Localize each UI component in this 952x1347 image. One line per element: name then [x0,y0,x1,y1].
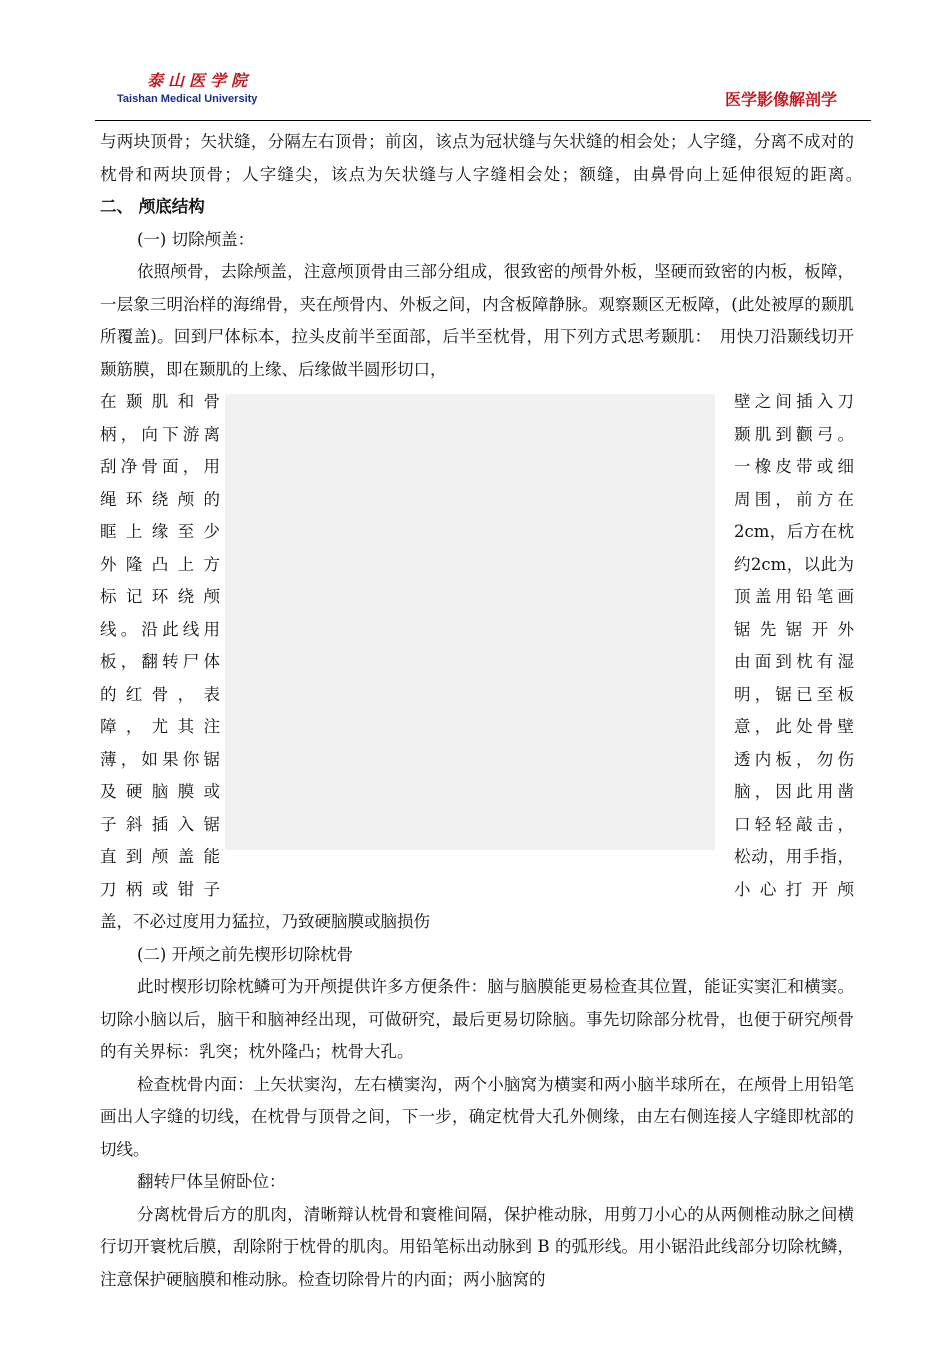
wrap-line-left: 外隆凸上方 [100,554,220,574]
wrap-line-right: 颞肌到颧弓。 [734,424,854,444]
university-logo [112,58,312,110]
wrap-line-right: 周围，前方在 [734,489,854,509]
wrap-line-left: 标记环绕颅 [100,587,220,606]
paragraph-calvaria-end: 盖，不必过度用力猛拉，乃致硬脑膜或脑损伤 [100,912,430,931]
wrap-line-right: 透内板，勿伤 [734,749,854,769]
wrap-line-left: 线。沿此线用 [100,619,220,639]
logo-chinese-name: 泰山医学院 [147,71,253,90]
wrap-line-left: 直到颅盖能 [100,847,220,866]
wrap-line-right: 2cm，后方在枕 [734,522,854,541]
wrap-text-left [100,386,220,906]
figure-placeholder [225,394,715,850]
paragraph-occipital-inner: 检查枕骨内面：上矢状窦沟，左右横窦沟，两个小脑窝为横窦和两小脑半球所在，在颅骨上用铅笔画出人字缝的切线，在枕骨与顶骨之间，下一步，确定枕骨大孔外侧缘，由左右侧连接人字缝即枕部的切线。 [100,1074,854,1159]
paragraph-sutures-text: 与两块顶骨；矢状缝，分隔左右顶骨；前囟，该点为冠状缝与矢状缝的相会处；人字缝，分离不成对的枕骨和两块顶骨；人字缝尖，该点为矢状缝与人字缝相会处；额缝，由鼻骨向上延伸很短的距离。 [100,132,854,184]
wrap-line-right: 顶盖用铅笔画 [734,587,854,606]
section-heading-skull-base: 二、 颅底结构 [100,197,205,216]
wrap-line-right: 壁之间插入刀 [734,392,854,411]
wrap-line-right: 由面到枕有湿 [734,652,854,671]
wrap-line-left: 眶上缘至少 [100,522,220,541]
figure-wrap-region [100,386,854,906]
course-title: 医学影像解剖学 [724,90,837,109]
subheading-occipital-wedge: (二) 开颅之前先楔形切除枕骨 [137,944,354,964]
wrap-line-left: 柄，向下游离 [100,424,220,444]
paragraph-sutures [100,126,854,224]
wrap-line-right: 松动，用手指， [734,847,854,866]
paragraph-occipital-benefits: 此时楔形切除枕鳞可为开颅提供许多方便条件：脑与脑膜能更易检查其位置，能证实窦汇和横窦。切除小脑以后，脑干和脑神经出现，可做研究，最后更易切除脑。事先切除部分枕骨，也便于研究颅骨的有关界标：乳突；枕外隆凸；枕骨大孔。 [100,977,854,1061]
wrap-line-right: 约2cm，以此为 [734,554,854,574]
wrap-line-right: 锯先锯开外 [734,619,854,639]
logo-english-name: Taishan Medical University [117,93,258,105]
wrap-line-right: 小心打开颅 [734,879,854,899]
wrap-line-left: 障，尤其注 [100,717,220,736]
document-body [100,126,854,1296]
wrap-line-right: 口轻轻敲击， [734,814,854,834]
wrap-line-left: 的红骨，表 [100,684,220,704]
wrap-line-right: 脑，因此用凿 [734,782,854,801]
paragraph-prone-position: 翻转尸体呈俯卧位： [137,1172,286,1191]
wrap-line-right: 一橡皮带或细 [734,457,854,476]
header-divider [95,120,871,121]
wrap-text-right [734,386,854,906]
wrap-line-right: 明，锯已至板 [734,684,854,704]
wrap-line-left: 绳环绕颅的 [100,489,220,509]
wrap-line-left: 子斜插入锯 [100,814,220,834]
wrap-line-right: 意，此处骨壁 [734,717,854,736]
subheading-remove-calvaria: (一) 切除颅盖： [137,229,255,249]
wrap-line-left: 刀柄或钳子 [100,879,220,899]
wrap-line-left: 薄，如果你锯 [100,749,220,769]
wrap-line-left: 在颞肌和骨 [100,392,220,411]
wrap-line-left: 及硬脑膜或 [100,782,220,801]
paragraph-calvaria: 依照颅骨，去除颅盖，注意颅顶骨由三部分组成，很致密的颅骨外板，坚硬而致密的内板，板障，一层象三明治样的海绵骨，夹在颅骨内、外板之间，内含板障静脉。观察颞区无板障，(此处被厚的颞肌所覆盖)。回到尸体标本，拉头皮前半至面部，后半至枕骨，用下列方式思考颞肌： 用快刀沿颞线切开颞筋膜，即在颞肌的上缘、后缘做半圆形切口， [100,262,854,379]
page-header [0,0,952,125]
wrap-line-left: 刮净骨面，用 [100,457,220,476]
paragraph-occipital-muscles: 分离枕骨后方的肌肉，清晰辩认枕骨和寰椎间隔，保护椎动脉，用剪刀小心的从两侧椎动脉之间横行切开寰枕后膜，刮除附于枕骨的肌肉。用铅笔标出动脉到 B 的弧形线。用小锯沿此线部分切除枕鳞，注意保护硬脑膜和椎动脉。检查切除骨片的内面；两小脑窝的 [100,1204,854,1289]
wrap-line-left: 板，翻转尸体 [100,652,220,671]
